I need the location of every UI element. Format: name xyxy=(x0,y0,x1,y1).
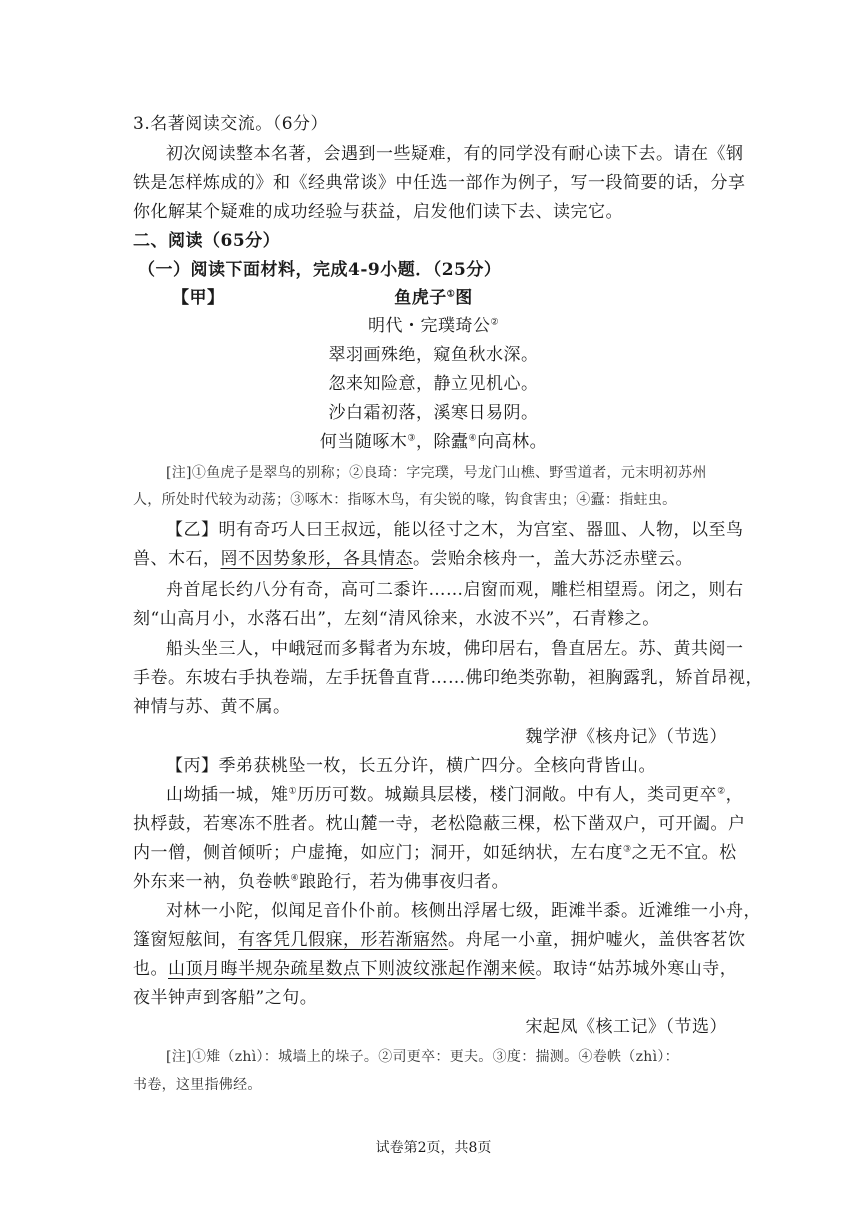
yi-paragraph-1-line-1: 【乙】明有奇巧人曰王叔远，能以径寸之木，为宫室、器皿、人物，以至鸟 xyxy=(166,520,744,540)
underlined-sentence: 有客凭几假寐，形若渐寤然 xyxy=(238,930,448,950)
poem-line-1: 翠羽画殊绝，窥鱼秋水深。 xyxy=(328,345,539,365)
page-footer: 试卷第2页，共8页 xyxy=(375,1140,492,1156)
underlined-sentence: 山顶月晦半规杂疏星数点下则波纹涨起作潮来候 xyxy=(168,959,536,979)
bing-paragraph-2-line-1: 山坳插一城，雉①历历可数。城巅具层楼，楼门洞敞。中有人，类司更卒②， xyxy=(166,785,744,805)
yi-paragraph-1-line-2: 兽、木石，罔不因势象形，各具情态。尝贻余核舟一，盖大苏泛赤壁云。 xyxy=(133,549,693,569)
poem-line-3: 沙白霜初落，溪寒日易阴。 xyxy=(328,403,539,423)
yi-paragraph-2-line-1: 舟首尾长约八分有奇，高可二黍许……启窗而观，雕栏相望焉。闭之，则右 xyxy=(166,580,744,600)
bing-note-line-1: [注]①雉（zhì）：城墙上的垛子。②司更卒：更夫。③度：揣测。④卷帙（zhì）： xyxy=(166,1049,679,1065)
yi-paragraph-3-line-3: 神情与苏、黄不属。 xyxy=(133,697,291,717)
yi-paragraph-3-line-2: 手卷。东坡右手执卷端，左手抚鲁直背……佛印绝类弥勒，袒胸露乳，矫首昂视， xyxy=(133,668,763,688)
yi-paragraph-3-line-1: 船头坐三人，中峨冠而多髯者为东坡，佛印居右，鲁直居左。苏、黄共阅一 xyxy=(166,639,744,659)
bing-paragraph-3-line-4: 夜半钟声到客船”之句。 xyxy=(133,988,318,1008)
poem-line-2: 忽来知险意，静立见机心。 xyxy=(328,374,539,394)
section-heading: 二、阅读（65分） xyxy=(133,231,281,251)
underlined-sentence: 罔不因势象形，各具情态 xyxy=(220,549,413,569)
poem-author: 明代・完璞琦公② xyxy=(367,316,500,336)
yi-source: 魏学洢《核舟记》（节选） xyxy=(525,727,727,747)
poem-line-4: 何当随啄木③，除蠹④向高林。 xyxy=(319,432,548,452)
bing-paragraph-3-line-1: 对林一小陀，似闻足音仆仆前。核侧出浮屠七级，距滩半黍。近滩维一小舟， xyxy=(166,901,761,921)
section-subheading: （一）阅读下面材料，完成4-9小题．（25分） xyxy=(138,260,502,280)
bing-paragraph-3-line-3: 也。山顶月晦半规杂疏星数点下则波纹涨起作潮来候。取诗“姑苏城外寒山寺， xyxy=(133,959,738,979)
bing-source: 宋起凤《核工记》（节选） xyxy=(525,1017,727,1037)
question-3-title: 3.名著阅读交流。（6分） xyxy=(133,114,329,134)
bing-paragraph-2-line-3: 内一僧，侧首倾听；户虚掩，如应门；洞开，如延纳状，左右度③之无不宜。松 xyxy=(133,843,737,863)
question-3-line-2: 铁是怎样炼成的》和《经典常谈》中任选一部作为例子，写一段简要的话，分享 xyxy=(133,173,746,193)
bing-paragraph-3-line-2: 篷窗短舷间，有客凭几假寐，形若渐寤然。舟尾一小童，拥炉嘘火，盖供客茗饮 xyxy=(133,930,746,950)
bing-paragraph-2-line-4: 外东来一衲，负卷帙④踉跄行，若为佛事夜归者。 xyxy=(133,872,510,892)
poem-title: 鱼虎子①图 xyxy=(394,288,473,308)
question-3-line-1: 初次阅读整本名著，会遇到一些疑难，有的同学没有耐心读下去。请在《钢 xyxy=(166,144,744,164)
jia-note-line-1: [注]①鱼虎子是翠鸟的别称；②良琦：字完璞，号龙门山樵、野雪道者，元末明初苏州 xyxy=(166,465,707,481)
bing-paragraph-1: 【丙】季弟获桃坠一枚，长五分许，横广四分。全核向背皆山。 xyxy=(166,756,656,776)
jia-label: 【甲】 xyxy=(172,288,225,308)
bing-paragraph-2-line-2: 执桴鼓，若寒冻不胜者。枕山麓一寺，老松隐蔽三棵，松下凿双户，可开阖。户 xyxy=(133,814,746,834)
yi-paragraph-2-line-2: 刻“山高月小，水落石出”，左刻“清风徐来，水波不兴”，石青糁之。 xyxy=(133,609,660,629)
jia-note-line-2: 人，所处时代较为动荡；③啄木：指啄木鸟，有尖锐的喙，钩食害虫；④蠹：指蛀虫。 xyxy=(133,492,677,508)
question-3-line-3: 你化解某个疑难的成功经验与获益，启发他们读下去、读完它。 xyxy=(133,202,623,222)
bing-note-line-2: 书卷，这里指佛经。 xyxy=(133,1077,262,1093)
